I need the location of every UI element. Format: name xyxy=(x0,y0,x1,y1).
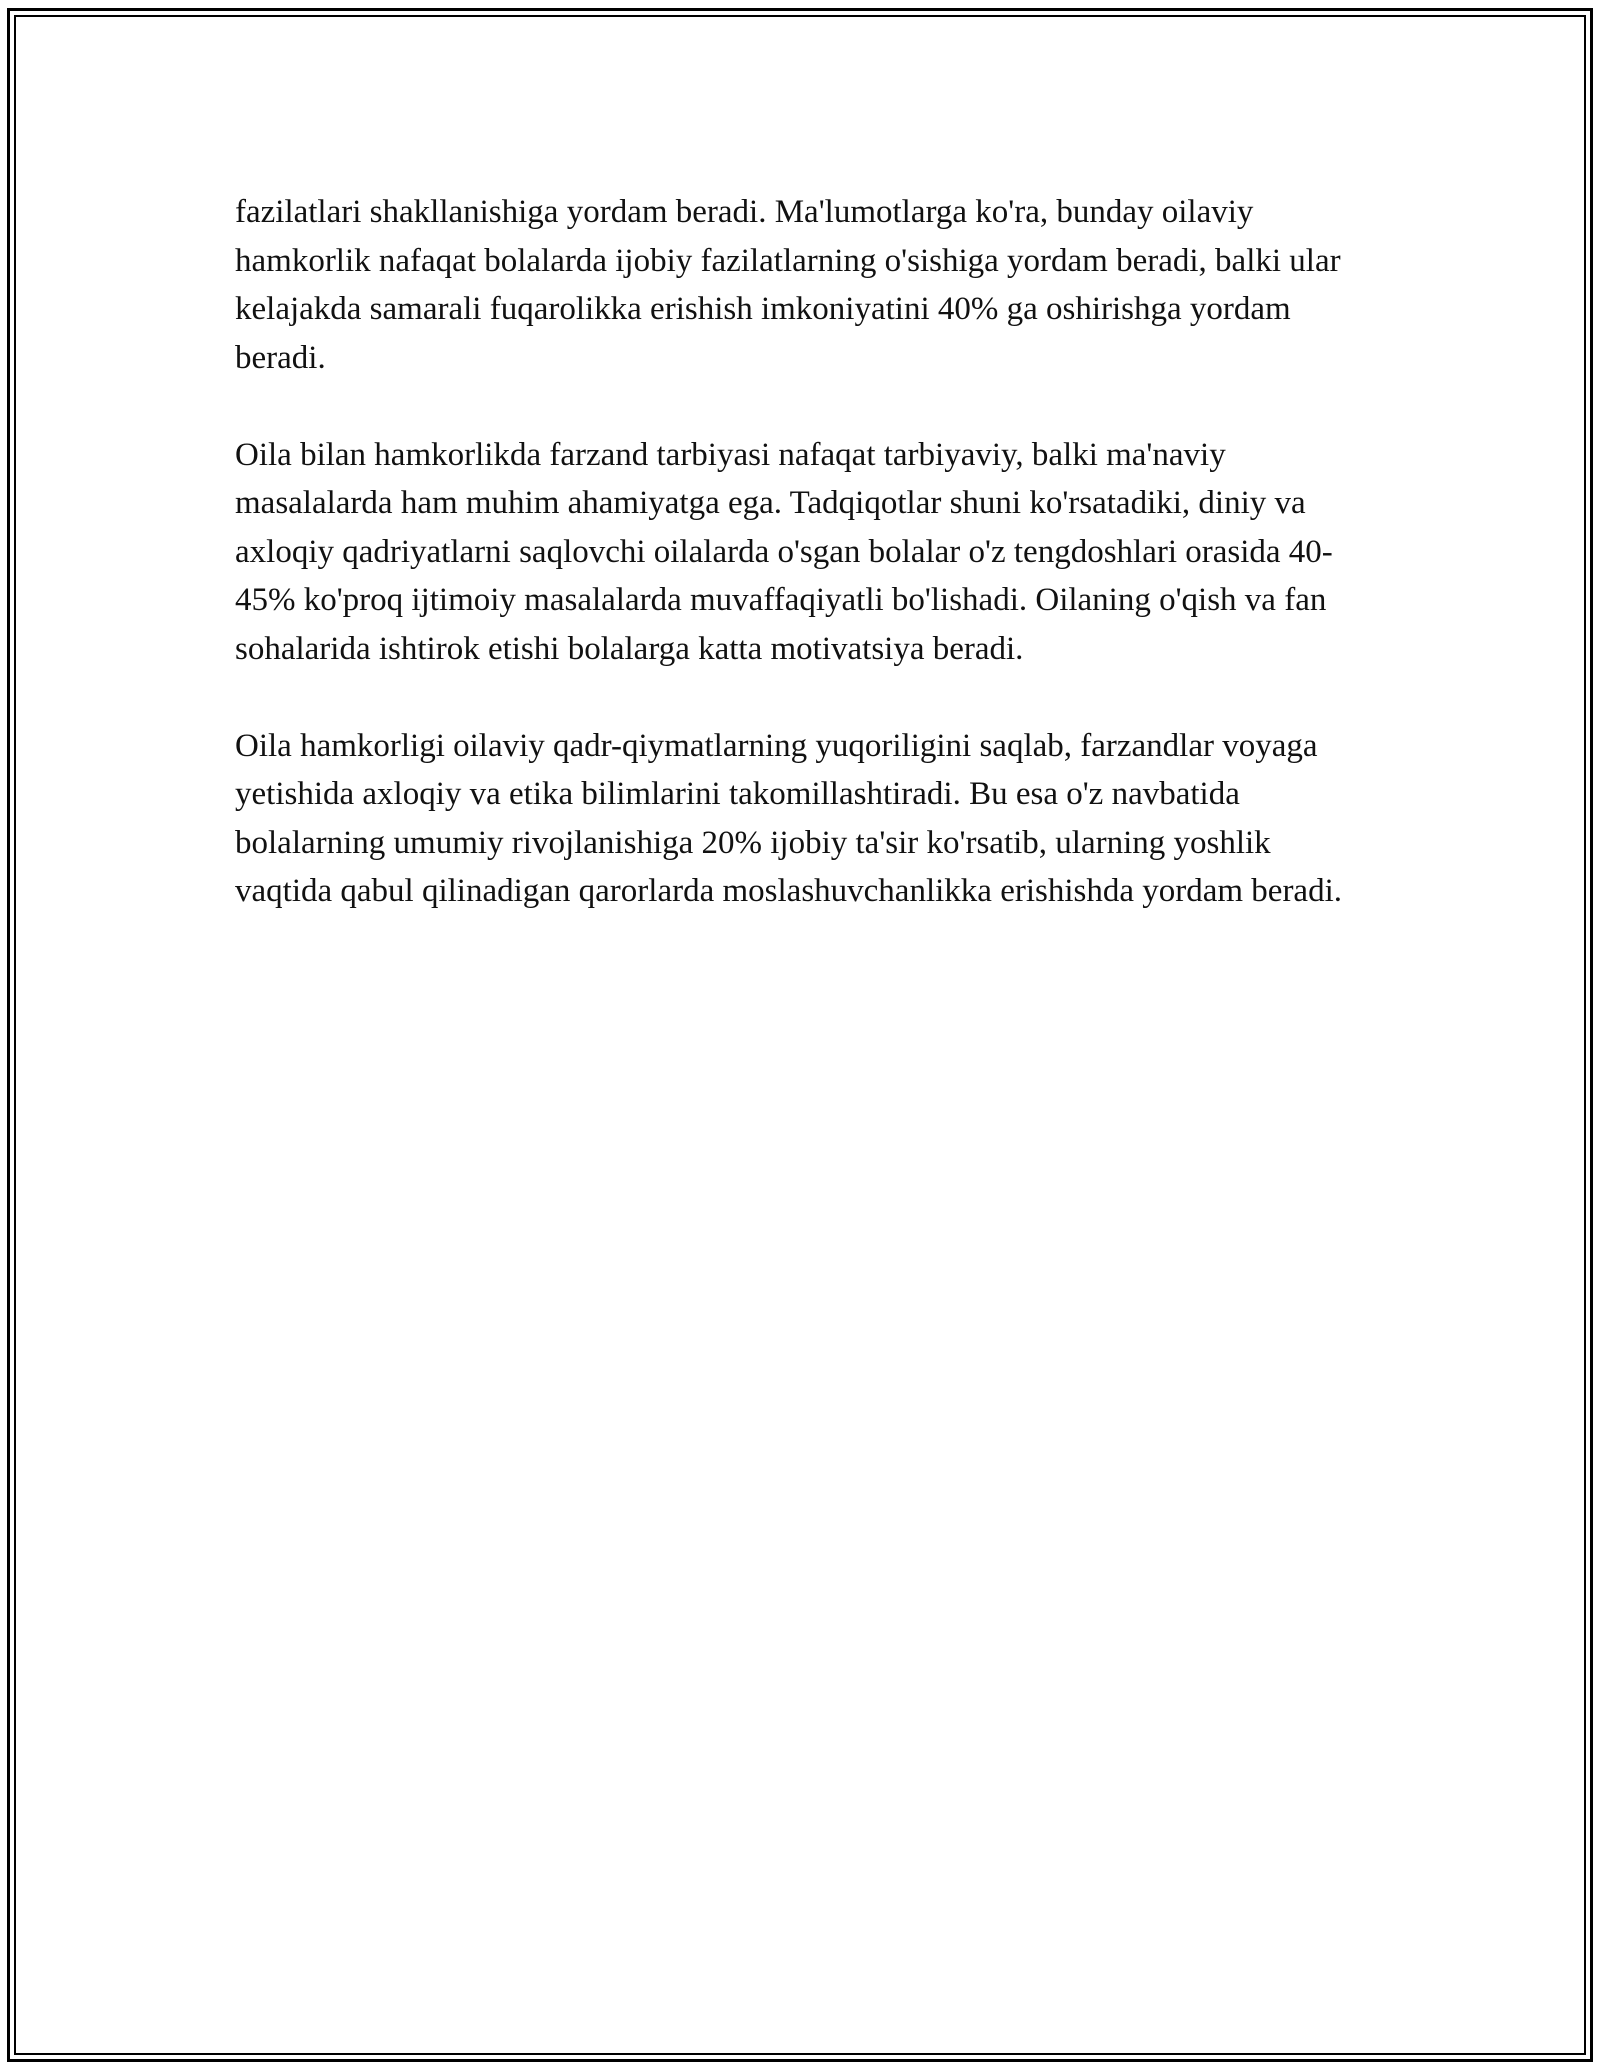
document-body xyxy=(235,188,1365,964)
paragraph-1: fazilatlari shakllanishiga yordam beradi. Ma'lumotlarga ko'ra, bunday oilaviy hamkorlik nafaqat bolalarda ijobiy fazilatlarning o'sishiga yordam beradi, balki ular kelajakda samarali fuqarolikka erishish imkoniyatini 40% ga oshirishga yordam beradi. xyxy=(235,194,1341,376)
paragraph-3: Oila hamkorligi oilaviy qadr-qiymatlarning yuqoriligini saqlab, farzandlar voyaga yetishida axloqiy va etika bilimlarini takomillashtiradi. Bu esa o'z navbatida bolalarning umumiy rivojlanishiga 20% ijobiy ta'sir ko'rsatib, ularning yoshlik vaqtida qabul qilinadigan qarorlarda moslashuvchanlikka erishishda yordam beradi. xyxy=(235,727,1342,909)
paragraph-2: Oila bilan hamkorlikda farzand tarbiyasi nafaqat tarbiyaviy, balki ma'naviy masalalarda ham muhim ahamiyatga ega. Tadqiqotlar shuni ko'rsatadiki, diniy va axloqiy qadriyatlarni saqlovchi oilalarda o'sgan bolalar o'z tengdoshlari orasida 40-45% ko'proq ijtimoiy masalalarda muvaffaqiyatli bo'lishadi. Oilaning o'qish va fan sohalarida ishtirok etishi bolalarga katta motivatsiya beradi. xyxy=(235,436,1333,667)
